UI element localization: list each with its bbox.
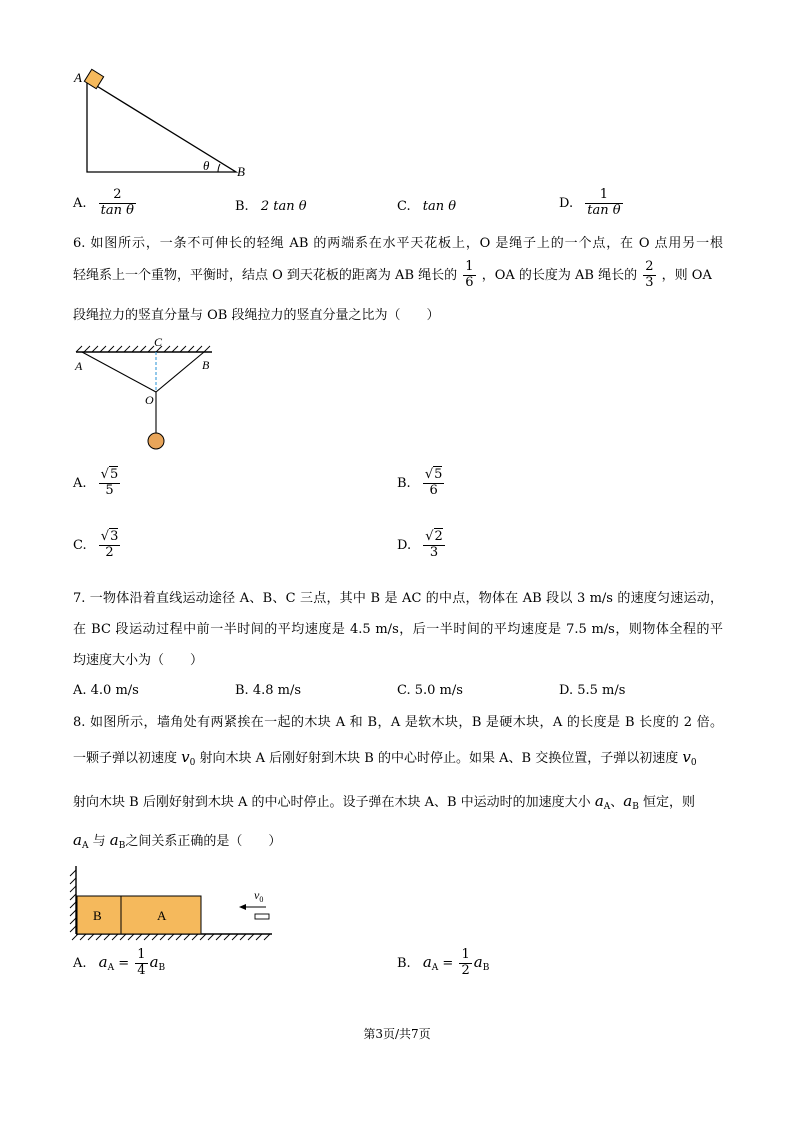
q8-option-a-label: A. [73,955,87,971]
q5-option-c[interactable] [397,199,456,214]
q6-option-b[interactable] [397,468,446,499]
ceiling-hatching [76,346,210,352]
q8-option-b-den: 2 [461,962,470,978]
q6-line-2 [73,260,712,291]
rope-oa [82,352,156,392]
q6-number: 6. [73,236,86,251]
q6-frac-two-thirds [643,260,655,291]
q5-option-a-label: A. [73,195,87,211]
q6-option-d-den: 3 [423,545,445,561]
q8-line-2-a: 一颗子弹以初速度 [73,751,178,766]
q8-option-b[interactable]: B. $a_A$ = $\frac{1}{2}$ $a_B$ [397,947,490,978]
q8-line-1-text: 如图所示，墙角处有两紧挨在一起的木块 A 和 B，A 是软木块，B 是硬木块，A 的长度是 B 长度的 2 倍。 [89,715,724,730]
q5-option-d[interactable] [559,188,625,219]
q6-option-a-label: A. [73,475,87,491]
block-a-label: A [157,908,167,923]
q5-option-d-label: D. [559,195,574,211]
q5-option-d-den: tan θ [587,202,621,218]
q6-option-a-fraction: $\frac{√5}{5}$ [100,467,119,498]
q7-line-1 [73,590,723,607]
q8-line-3-b: 恒定，则 [643,795,696,810]
q7-number: 7. [73,591,86,606]
q6-option-c-num: 3 [110,529,119,544]
q5-option-a[interactable] [73,188,138,219]
q6-line-1 [73,235,723,252]
q5-option-a-den: tan θ [100,202,134,218]
q6-line-1-text: 如图所示，一条不可伸长的轻绳 AB 的两端系在水平天花板上，O 是绳子上的一个点，在 O 点用另一根 [90,236,723,251]
blocks-figure [66,862,278,944]
q8-option-a-num: 1 [137,947,146,962]
rope-label-o: O [145,393,154,407]
incline-triangle [87,80,236,172]
q5-option-d-fraction [585,188,622,219]
q8-symbol-aa-2: $a_A$ [73,831,89,851]
q8-number: 8. [73,715,86,730]
incline-label-a: A [74,70,82,85]
page-number: 第3页/共7页 [363,1027,431,1041]
q6-frac1-num: 1 [465,259,474,274]
q5-option-a-fraction [99,188,136,219]
q8-option-a-den: 4 [137,962,146,978]
q8-line-4: $a_A$ 与 $a_B$之间关系正确的是（ ） [73,831,282,851]
q8-v0-symbol-2: $v_0$ [682,748,697,768]
angle-arc [218,164,220,172]
incline-angle-label: θ [203,158,210,173]
rope-figure [72,336,222,454]
floor-hatching [72,934,270,940]
incline-figure [70,68,250,180]
rope-label-c: C [154,336,163,349]
q6-line-2-b: ，OA 的长度为 AB 绳长的 [481,267,638,283]
hanging-ball [148,433,164,449]
q6-frac-one-sixth [463,260,475,291]
incline-label-b: B [237,164,245,179]
q6-option-d-num: 2 [434,529,443,544]
q8-line-1 [73,714,723,731]
q8-symbol-ab-2: $a_B$ [109,831,126,851]
q8-line-3: 射向木块 B 后刚好射到木块 A 的中心时停止。设子弹在木块 A、B 中运动时的加速度大小 $a_A$、$a_B$ 恒定，则 [73,792,696,812]
wall-hatching [70,870,76,932]
velocity-arrow-head [239,904,246,910]
bullet [255,914,269,919]
q6-option-d-fraction: $\frac{√2}{3}$ [425,529,443,560]
q8-option-b-num: 1 [461,947,470,962]
rope-ob [156,352,204,392]
q6-option-b-num: 5 [434,467,443,482]
q5-option-d-num: 1 [599,187,609,202]
q8-v0-symbol-1: $v_0$ [181,748,196,768]
q5-option-a-num: 2 [113,187,122,202]
q5-option-c-label: C. [397,199,411,214]
q7-line-1-text: 一物体沿着直线运动途径 A、B、C 三点，其中 B 是 AC 的中点，物体在 AB 段以 3 m/s 的速度匀速运动， [89,591,723,606]
q6-option-d[interactable] [397,530,447,561]
block-b-label: B [93,908,102,923]
q8-line-2 [73,749,697,772]
q8-line-4-text: 之间关系正确的是（ ） [125,834,282,849]
velocity-label: $v_0$ [254,888,264,904]
q5-option-b[interactable] [235,199,307,214]
q5-option-b-text: 2 tan θ [260,199,307,214]
q7-option-d[interactable]: D. 5.5 m/s [559,683,626,698]
q6-option-b-den: 6 [423,483,445,499]
q7-line-2: 在 BC 段运动过程中前一半时间的平均速度是 4.5 m/s，后一半时间的平均速度是 7.5 m/s，则物体全程的平 [73,622,723,637]
q6-frac1-den: 6 [465,274,474,290]
q6-option-b-label: B. [397,475,411,491]
q6-option-a[interactable] [73,468,122,499]
q7-option-b[interactable]: B. 4.8 m/s [235,683,302,698]
q6-option-d-label: D. [397,537,412,553]
q6-option-b-fraction: $\frac{√5}{6}$ [424,467,443,498]
q8-symbol-aa-1: $a_A$ [594,792,611,812]
q6-option-c-fraction: $\frac{√3}{2}$ [100,529,119,560]
q6-frac2-den: 3 [645,274,654,290]
q6-line-3: 段绳拉力的竖直分量与 OB 段绳拉力的竖直分量之比为（ ） [73,308,440,323]
q8-option-b-fraction [459,948,471,979]
q6-option-a-num: 5 [109,467,119,482]
q8-option-a[interactable]: A. $a_A$ = $\frac{1}{4}$ $a_B$ [73,947,166,978]
q6-option-c[interactable] [73,530,122,561]
q7-option-a[interactable]: A. 4.0 m/s [73,683,139,698]
q6-option-a-den: 5 [99,483,121,499]
q5-option-b-label: B. [235,199,249,214]
rope-label-b: B [202,358,210,372]
q6-line-2-c: ，则 OA [661,267,712,283]
q6-line-2-a: 轻绳系上一个重物，平衡时，结点 O 到天花板的距离为 AB 绳长的 [73,267,458,283]
q7-option-c[interactable]: C. 5.0 m/s [397,683,463,698]
rope-label-a: A [75,359,83,373]
q6-frac2-num: 2 [645,259,654,274]
q8-symbol-ab-1: $a_B$ [623,792,639,812]
q8-option-a-fraction [135,948,147,979]
q8-line-3-text: 射向木块 B 后刚好射到木块 A 的中心时停止。设子弹在木块 A、B 中运动时的加速度大小 [73,795,591,810]
q6-option-c-label: C. [73,537,87,553]
q8-line-2-b: 射向木块 A 后刚好射到木块 B 的中心时停止。如果 A、B 交换位置，子弹以初速度 [199,751,679,766]
q7-line-3: 均速度大小为（ ） [73,653,204,668]
q5-option-c-text: tan θ [422,199,457,214]
q8-option-b-label: B. [397,955,411,971]
q6-option-c-den: 2 [99,545,121,561]
